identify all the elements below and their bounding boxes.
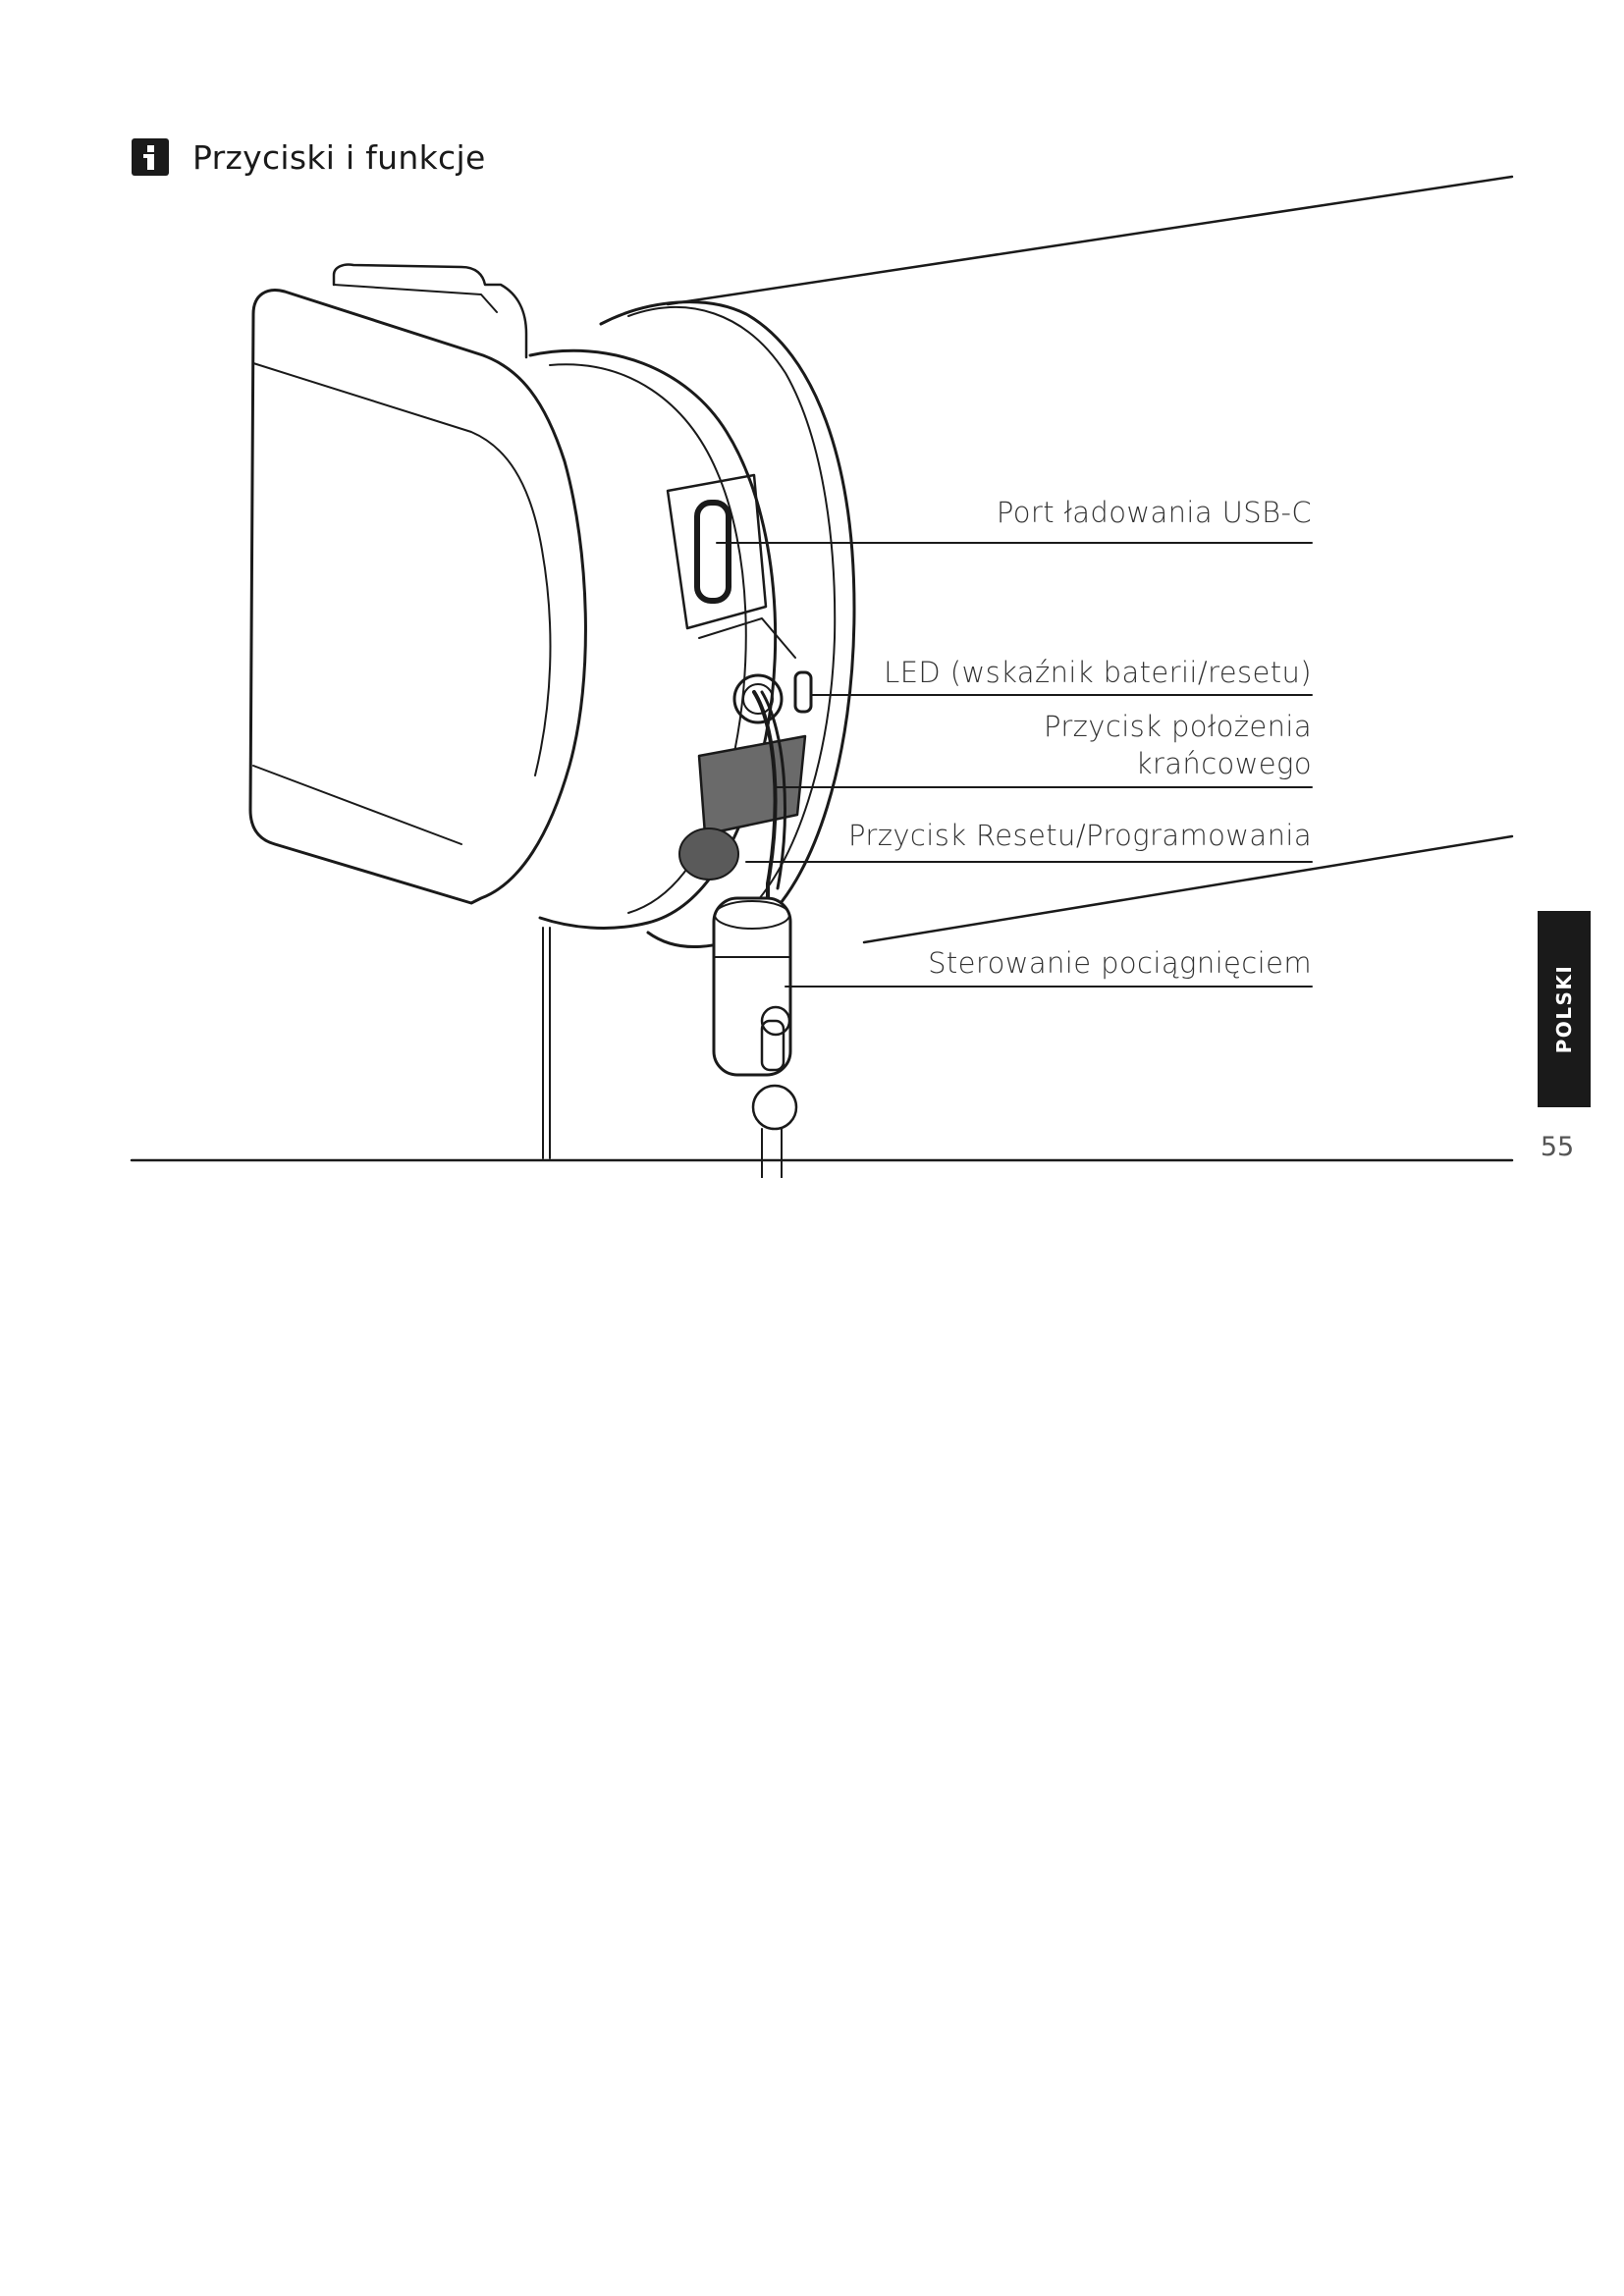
roller-tube-top-edge xyxy=(668,177,1512,304)
pull-cord-bead xyxy=(753,1086,796,1129)
callout-reset-button: Przycisk Resetu/Programowania xyxy=(848,819,1312,852)
callout-usb-port: Port ładowania USB-C xyxy=(996,496,1312,529)
usb-c-port xyxy=(697,503,729,601)
callout-led: LED (wskaźnik baterii/resetu) xyxy=(884,656,1312,689)
reset-program-button xyxy=(699,736,805,834)
page-number: 55 xyxy=(1540,1132,1575,1162)
callout-pull-control: Sterowanie pociągnięciem xyxy=(928,946,1312,980)
callout-limit-button xyxy=(1044,708,1312,782)
language-tab xyxy=(1538,911,1591,1107)
led-indicator xyxy=(795,672,811,712)
language-tab-label: POLSKI xyxy=(1552,964,1576,1054)
bracket-body xyxy=(250,291,585,903)
page-title: Przyciski i funkcje xyxy=(192,137,486,177)
callout-limit-button-line2: krańcowego xyxy=(1135,747,1312,780)
callout-limit-button-line1: Przycisk położenia xyxy=(1043,710,1312,743)
wall-edge xyxy=(543,928,550,1158)
usb-port-housing xyxy=(668,475,766,628)
